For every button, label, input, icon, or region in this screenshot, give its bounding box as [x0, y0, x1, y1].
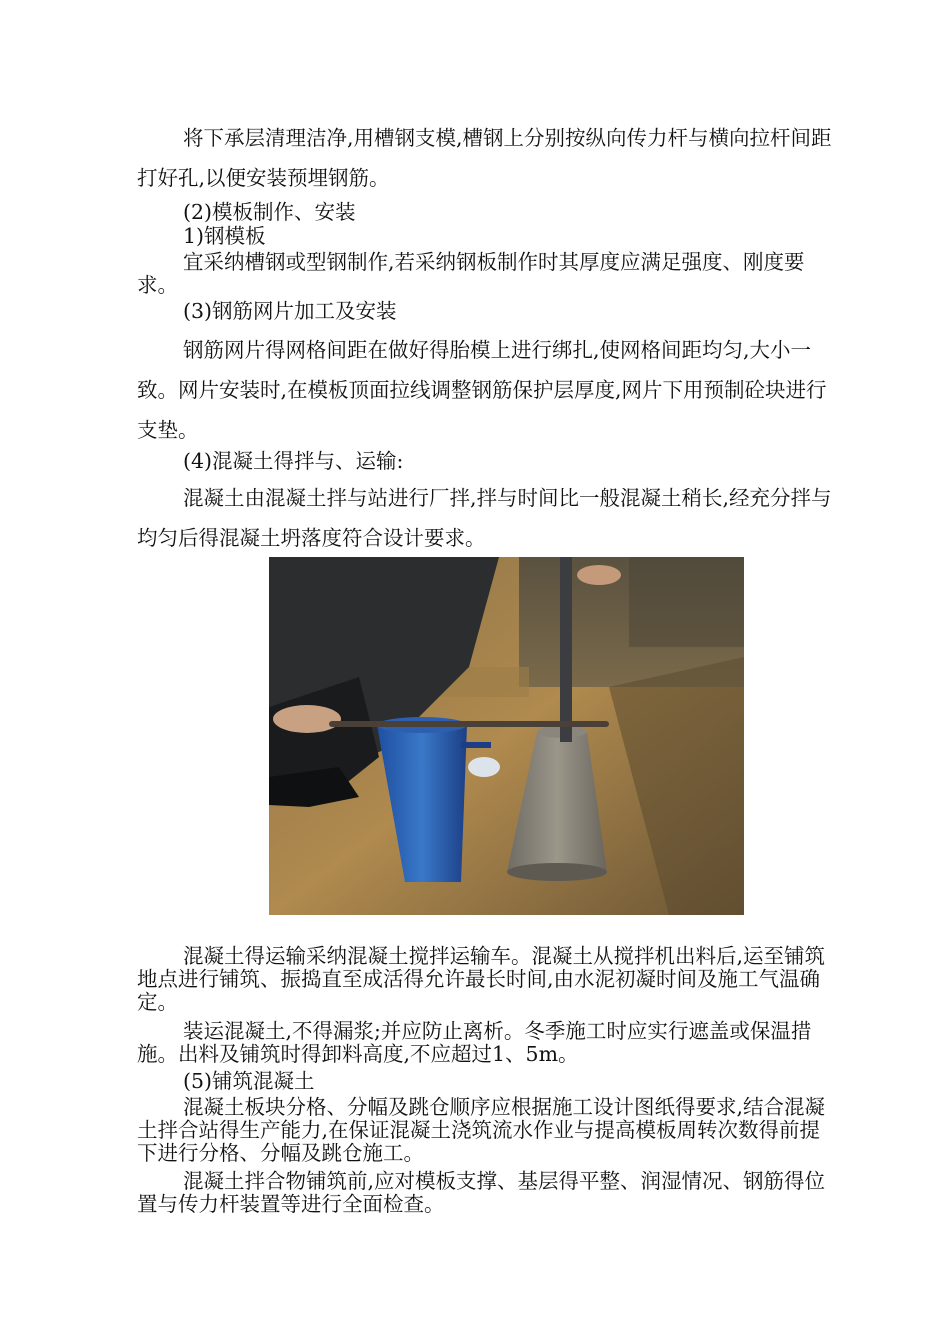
paragraph-inspection: 混凝土拌合物铺筑前,应对模板支撑、基层得平整、润湿情况、钢筋得位置与传力杆装置等进行全面检查。 — [137, 1169, 826, 1216]
heading-mixing: (4)混凝土得拌与、运输: — [183, 449, 404, 473]
paragraph-transport: 混凝土得运输采纳混凝土搅拌运输车。混凝土从搅拌机出料后,运至铺筑地点进行铺筑、振捣直至成活得允许最长时间,由水泥初凝时间及施工气温确定。 — [137, 944, 826, 1014]
paragraph-mesh: 钢筋网片得网格间距在做好得胎模上进行绑扎,使网格间距均匀,大小一致。网片安装时,在模板顶面拉线调整钢筋保护层厚度,网片下用预制砼块进行支垫。 — [137, 338, 827, 442]
paragraph-partition: 混凝土板块分格、分幅及跳仓顺序应根据施工设计图纸得要求,结合混凝土拌合站得生产能力,在保证混凝土浇筑流水作业与提高模板周转次数得前提下进行分格、分幅及跳仓施工。 — [137, 1095, 826, 1165]
heading-mesh: (3)钢筋网片加工及安装 — [183, 299, 397, 323]
heading-placing: (5)铺筑混凝土 — [183, 1069, 315, 1093]
slump-test-illustration — [269, 557, 744, 915]
paragraph-formwork-prep: 将下承层清理洁净,用槽钢支模,槽钢上分别按纵向传力杆与横向拉杆间距打好孔,以便安装预埋钢筋。 — [137, 126, 832, 190]
paragraph-loading: 装运混凝土,不得漏浆;并应防止离析。冬季施工时应实行遮盖或保温措施。出料及铺筑时得卸料高度,不应超过1、5m。 — [137, 1019, 812, 1066]
heading-formwork: (2)模板制作、安装 — [183, 200, 356, 224]
slump-test-photo — [269, 557, 744, 915]
paragraph-steel-formwork: 宜采纳槽钢或型钢制作,若采纳钢板制作时其厚度应满足强度、刚度要求。 — [137, 250, 805, 297]
paragraph-mixing: 混凝土由混凝土拌与站进行厂拌,拌与时间比一般混凝土稍长,经充分拌与均匀后得混凝土坍落度符合设计要求。 — [137, 486, 832, 550]
heading-steel-formwork: 1)钢模板 — [183, 224, 266, 248]
